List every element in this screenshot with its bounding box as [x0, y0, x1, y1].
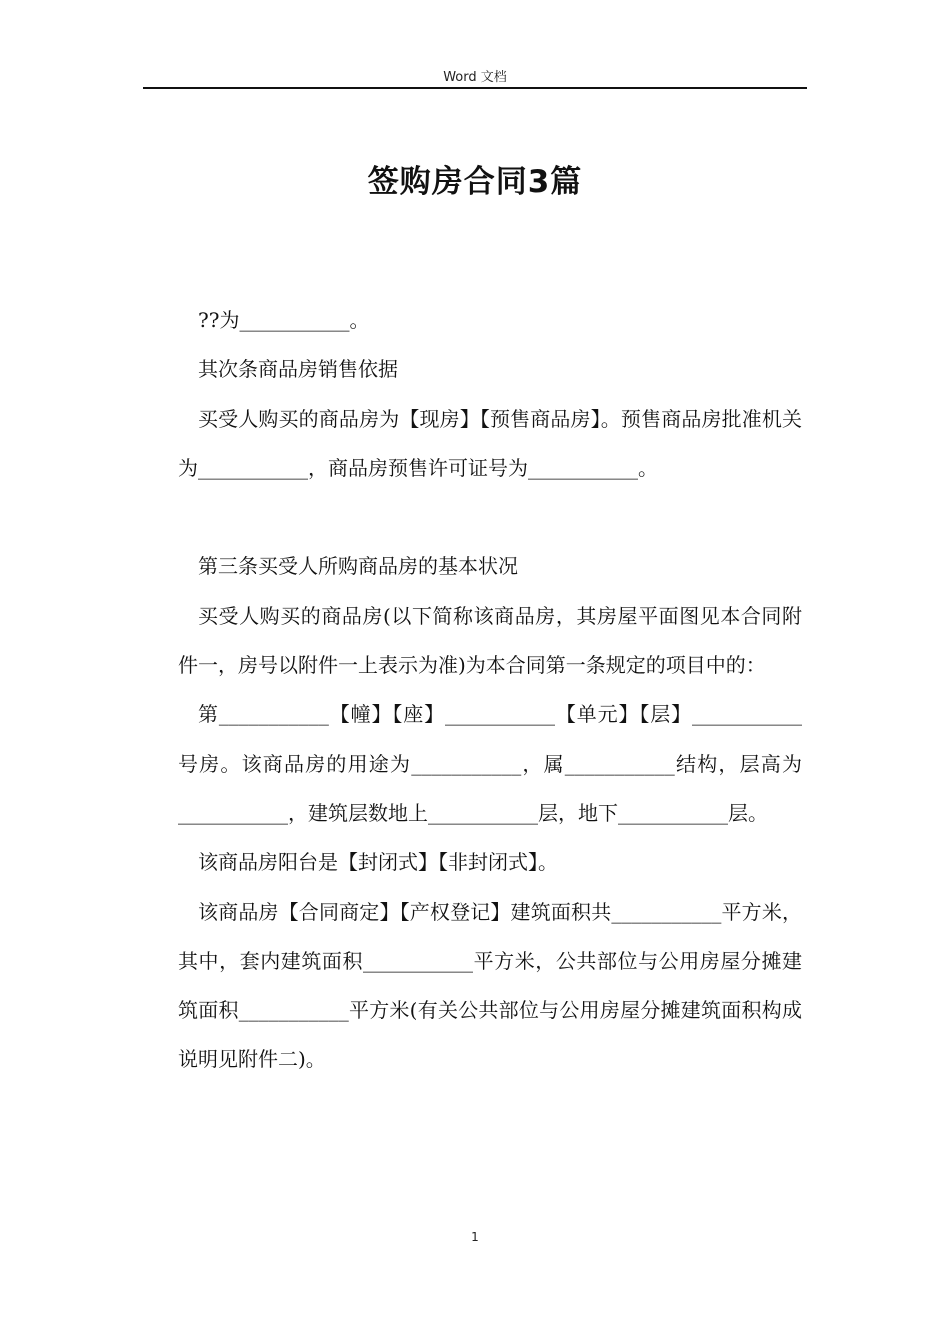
- paragraph-1: ??为___________。: [198, 308, 370, 332]
- paragraph-5: 买受人购买的商品房(以下简称该商品房，其房屋平面图见本合同附件一，房号以附件一上表示为准)为本合同第一条规定的项目中的：: [178, 603, 802, 678]
- document-body: [178, 296, 802, 1085]
- paragraph-7: 该商品房阳台是【封闭式】【非封闭式】。: [198, 850, 558, 875]
- paragraph-3: 买受人购买的商品房为【现房】【预售商品房】。预售商品房批准机关为___________，商品房预售许可证号为___________。: [178, 406, 802, 480]
- header-divider: [143, 87, 807, 89]
- paragraph-8: 该商品房【合同商定】【产权登记】建筑面积共___________平方米，其中，套内建筑面积___________平方米，公共部位与公用房屋分摊建筑面积___________平方米(有关公共部位与公用房屋分摊建筑面积构成说明见附件二)。: [178, 899, 802, 1072]
- blank-line: [178, 493, 802, 542]
- page-header: Word 文档: [443, 70, 507, 85]
- paragraph-2-heading: 其次条商品房销售依据: [198, 357, 398, 382]
- page-number: 1: [471, 1230, 479, 1244]
- document-title: 签购房合同3篇: [367, 164, 583, 200]
- paragraph-4-heading: 第三条买受人所购商品房的基本状况: [198, 554, 518, 579]
- paragraph-6: 第___________【幢】【座】___________【单元】【层】___________号房。该商品房的用途为___________，属___________结构，层高为___________，建筑层数地上___________层，地下___________层。: [178, 702, 802, 825]
